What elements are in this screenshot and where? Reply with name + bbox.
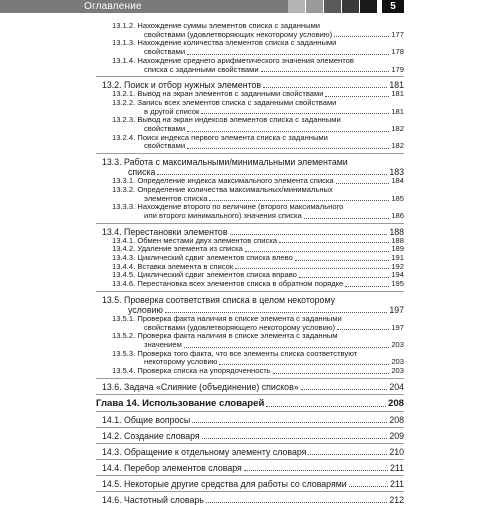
toc-entry-text: некоторому условию: [144, 357, 218, 367]
toc-entry-number: 13.3.3.: [112, 202, 136, 212]
toc-leader-dots: [295, 260, 390, 261]
toc-leader-dots: [187, 131, 389, 132]
toc-entry-text: Обмен местами двух элементов списка: [137, 235, 278, 245]
section-divider: [96, 153, 404, 154]
toc-entry-number: 13.4.3.: [112, 253, 136, 263]
toc-entry-number: 14.4.: [102, 462, 122, 473]
toc-entry-text: Перестановка всех элементов списка в обратном порядке: [137, 279, 344, 289]
toc-page-number: 182: [391, 141, 404, 151]
toc-leader-dots: [201, 113, 389, 114]
toc-entry-text: Вывод на экран элементов с заданными свойствами: [137, 89, 324, 99]
toc-entry-number: 13.2.4.: [112, 132, 136, 142]
toc-entry-text: свойствами: [144, 141, 186, 151]
toc-entry-text: Определение индекса максимального элемента списка: [137, 176, 334, 186]
toc-leader-dots: [219, 364, 389, 365]
toc-entry-text: Проверка соответствия списка в целом некоторому: [124, 294, 335, 305]
toc-entry-label: [112, 332, 404, 349]
toc-entry[interactable]: [96, 447, 404, 457]
page-number: 5: [382, 0, 404, 13]
toc-leader-dots: [261, 71, 390, 72]
toc-page-number: 186: [391, 210, 404, 220]
toc-entry[interactable]: [96, 295, 404, 315]
toc-entry[interactable]: [96, 157, 404, 177]
toc-leader-dots: [184, 347, 390, 348]
toc-entry-text: Удаление элемента из списка: [137, 244, 243, 254]
toc-entry-text: Нахождение среднего арифметического значения элементов: [137, 55, 354, 65]
toc-entry-text: Нахождение количества элементов списка с заданными: [137, 38, 337, 48]
toc-entry[interactable]: [96, 39, 404, 56]
toc-entry[interactable]: [96, 479, 404, 489]
toc-entry-number: 13.4.1.: [112, 235, 136, 245]
toc-entry-label: [112, 315, 404, 332]
section-divider: [96, 291, 404, 292]
toc-page-number: 181: [391, 106, 404, 116]
toc-entry-text: в другой список: [144, 106, 200, 116]
toc-entry-label: [112, 350, 404, 367]
toc-page-number: 210: [389, 446, 404, 457]
toc-entry-label: [112, 134, 404, 151]
toc-entry-text: Циклический сдвиг элементов списка влево: [137, 253, 293, 263]
toc-entry-label: [112, 367, 404, 376]
toc-entry-number: 13.5.2.: [112, 331, 136, 341]
toc-leader-dots: [349, 486, 388, 487]
toc-entry-number: 14.3.: [102, 446, 122, 457]
toc-entry-text: Проверка факта наличия в списке элемента с заданным: [137, 331, 338, 341]
toc-entry-number: 13.2.2.: [112, 97, 136, 107]
header-decor-blocks: [288, 0, 378, 13]
toc-entry-number: 13.4.2.: [112, 244, 136, 254]
toc-leader-dots: [337, 329, 389, 330]
toc-page-number: 203: [391, 357, 404, 367]
toc-entry-text: Общие вопросы: [124, 414, 191, 425]
toc-entry-number: 13.1.2.: [112, 21, 136, 30]
toc-entry-text: или второго минимального) значения списка: [144, 210, 302, 220]
toc-entry-text: Создание словаря: [124, 430, 200, 441]
toc-page-number: 204: [389, 381, 404, 392]
toc-leader-dots: [301, 389, 388, 390]
toc-entry-text: Определение количества максимальных/минимальных: [137, 184, 333, 194]
toc-entry[interactable]: [96, 431, 404, 441]
toc-entry-text: значением: [144, 339, 182, 349]
toc-entry-text: Поиск и отбор нужных элементов: [124, 80, 262, 91]
toc-page-number: 183: [389, 167, 404, 178]
toc-entry-text: условию: [128, 304, 164, 315]
toc-page-number: 179: [391, 64, 404, 74]
toc-entry-number: Глава 14.: [96, 397, 140, 409]
header-block: [288, 0, 305, 13]
toc-entry-text: элементов списка: [144, 193, 208, 203]
toc-page-number: 195: [391, 279, 404, 289]
toc-page-number: 203: [391, 366, 404, 376]
toc-leader-dots: [245, 251, 389, 252]
toc-entry-text: свойствами (удовлетворяющих некоторому условию): [144, 29, 333, 39]
toc-leader-dots: [299, 277, 389, 278]
toc-leader-dots: [273, 373, 390, 374]
toc-entry-label: [112, 280, 404, 289]
toc-leader-dots: [279, 242, 389, 243]
toc-page-number: 194: [391, 270, 404, 280]
toc-entry-text: Проверка факта наличия в списке элемента с заданными: [137, 313, 342, 323]
toc-entry-text: Вставка элемента в список: [137, 261, 234, 271]
toc-entry-text: Проверка того факта, что все элементы списка соответствуют: [137, 348, 358, 358]
toc-entry-text: Нахождение второго по величине (второго максимального: [137, 202, 344, 212]
section-divider: [96, 427, 404, 428]
toc-page-number: 203: [391, 339, 404, 349]
toc-entry-number: 13.5.3.: [112, 348, 136, 358]
toc-leader-dots: [187, 148, 389, 149]
toc-entry[interactable]: [96, 134, 404, 151]
toc-entry-number: 13.5.4.: [112, 366, 136, 376]
toc-entry-text: Вывод на экран индексов элементов списка с заданными: [137, 115, 341, 125]
section-divider: [96, 394, 404, 395]
toc-entry-label: [112, 57, 404, 74]
toc-page-number: 208: [387, 397, 404, 409]
toc-entry-label: [112, 39, 404, 56]
section-divider: [96, 459, 404, 460]
toc-entry-text: Циклический сдвиг элементов списка вправо: [137, 270, 297, 280]
toc-leader-dots: [304, 218, 390, 219]
header-block: [306, 0, 323, 13]
toc-entry-label: [112, 22, 404, 39]
toc-leader-dots: [336, 183, 390, 184]
toc-entry-number: 13.4.4.: [112, 261, 136, 271]
section-divider: [96, 76, 404, 77]
toc-entry[interactable]: [96, 22, 404, 39]
toc-entry-number: 13.1.4.: [112, 55, 136, 65]
toc-page-number: 188: [391, 235, 404, 245]
toc-leader-dots: [165, 312, 387, 313]
toc-entry-text: Перебор элементов словаря: [124, 462, 242, 473]
toc-leader-dots: [206, 502, 387, 503]
toc-entry[interactable]: [96, 463, 404, 473]
section-divider: [96, 378, 404, 379]
toc-page-number: 212: [389, 494, 404, 505]
toc-entry[interactable]: [96, 332, 404, 349]
toc-entry-label: [102, 479, 404, 489]
toc-entry-number: 14.6.: [102, 494, 122, 505]
toc-entry-label: [102, 415, 404, 425]
toc-page-number: 181: [391, 89, 404, 99]
toc-page-number: 182: [391, 124, 404, 134]
toc-leader-dots: [266, 406, 386, 407]
toc-leader-dots: [345, 286, 389, 287]
toc-entry-number: 13.3.2.: [112, 184, 136, 194]
toc-entry-number: 13.2.: [102, 80, 122, 91]
toc-entry-text: свойствами (удовлетворяющего некоторому условию): [144, 322, 336, 332]
toc-entry-number: 13.5.1.: [112, 313, 136, 323]
toc-entry[interactable]: [96, 280, 404, 289]
toc-leader-dots: [334, 36, 389, 37]
toc-page-number: 181: [389, 80, 404, 91]
toc-entry-number: 14.2.: [102, 430, 122, 441]
toc-page-number: 197: [391, 322, 404, 332]
toc-page-number: 184: [391, 176, 404, 186]
toc-entry-label: [112, 99, 404, 116]
toc-entry-text: Проверка списка на упорядоченность: [137, 366, 271, 376]
section-divider: [96, 475, 404, 476]
toc-entry-label: [112, 203, 404, 220]
toc-entry-text: Поиск индекса первого элемента списка с заданными: [137, 132, 328, 142]
toc-entry-text: Частотный словарь: [124, 494, 204, 505]
toc-leader-dots: [308, 454, 387, 455]
toc-entry[interactable]: [96, 116, 404, 133]
header-block: [324, 0, 341, 13]
toc-entry-text: Использование словарей: [142, 397, 265, 409]
toc-entry-number: 13.4.: [102, 226, 122, 237]
toc-entry[interactable]: [96, 415, 404, 425]
toc-leader-dots: [244, 470, 388, 471]
toc-entry[interactable]: [96, 382, 404, 392]
toc-entry-label: [102, 295, 404, 315]
toc-entry-text: Задача «Слияние (объединение) списков»: [124, 381, 299, 392]
toc-page-number: 178: [391, 47, 404, 57]
toc-entry[interactable]: [96, 186, 404, 203]
toc-entry-label: [102, 382, 404, 392]
toc-entry-number: 13.1.3.: [112, 38, 136, 48]
section-divider: [96, 443, 404, 444]
toc-leader-dots: [230, 234, 388, 235]
toc-entry[interactable]: [96, 57, 404, 74]
toc-entry-number: 13.2.1.: [112, 89, 136, 99]
section-divider: [96, 491, 404, 492]
toc-entry-number: 13.5.: [102, 294, 122, 305]
toc-page-number: 188: [389, 226, 404, 237]
toc-entry-label: [112, 116, 404, 133]
toc-entry-text: Некоторые другие средства для работы со словарями: [124, 478, 347, 489]
toc-page-number: 191: [391, 253, 404, 263]
toc-page-number: 211: [389, 462, 404, 473]
toc-entry[interactable]: [96, 350, 404, 367]
toc-page-number: 209: [389, 430, 404, 441]
toc-entry-text: Запись всех элементов списка с заданными свойствами: [137, 97, 337, 107]
header-block: [360, 0, 377, 13]
header-block: [342, 0, 359, 13]
section-divider: [96, 223, 404, 224]
toc-entry-number: 13.3.1.: [112, 176, 136, 186]
toc-page-number: 211: [389, 478, 404, 489]
toc-entry[interactable]: [96, 398, 404, 409]
toc-entry-number: 14.5.: [102, 478, 122, 489]
page-header: [0, 0, 500, 13]
toc-entry-text: списка: [128, 167, 156, 178]
toc-leader-dots: [325, 96, 389, 97]
toc-entry-text: Перестановки элементов: [124, 226, 228, 237]
toc-page-number: 208: [389, 414, 404, 425]
toc-page-number: 189: [391, 244, 404, 254]
toc-entry-label: [102, 431, 404, 441]
toc-entry-label: [102, 447, 404, 457]
toc-entry-number: 13.2.3.: [112, 115, 136, 125]
toc-leader-dots: [187, 54, 389, 55]
toc-entry-number: 13.4.6.: [112, 279, 136, 289]
table-of-contents: [96, 22, 404, 505]
toc-page-number: 192: [391, 261, 404, 271]
toc-entry-number: 13.4.5.: [112, 270, 136, 280]
toc-entry-label: [102, 157, 404, 177]
toc-entry-text: Работа с максимальными/минимальными элементами: [124, 157, 348, 168]
toc-entry-text: свойствами: [144, 124, 186, 134]
toc-leader-dots: [263, 87, 387, 88]
header-title: Оглавление: [84, 1, 142, 12]
toc-leader-dots: [202, 438, 388, 439]
toc-entry[interactable]: [96, 367, 404, 376]
toc-entry-number: 13.3.: [102, 157, 122, 168]
toc-entry-label: [112, 186, 404, 203]
toc-leader-dots: [235, 268, 389, 269]
toc-entry[interactable]: [96, 315, 404, 332]
toc-page-number: 177: [391, 29, 404, 39]
toc-leader-dots: [157, 174, 387, 175]
toc-leader-dots: [192, 422, 387, 423]
toc-entry-text: Нахождение суммы элементов списка с заданными: [137, 21, 321, 30]
toc-entry-text: свойствами: [144, 47, 186, 57]
toc-page-number: 185: [391, 193, 404, 203]
toc-entry-label: [102, 463, 404, 473]
section-divider: [96, 411, 404, 412]
toc-leader-dots: [209, 200, 389, 201]
toc-page-number: 197: [389, 304, 404, 315]
toc-entry-label: [96, 398, 404, 409]
toc-entry-number: 13.6.: [102, 381, 122, 392]
toc-entry-number: 14.1.: [102, 414, 122, 425]
toc-entry-text: Обращение к отдельному элементу словаря: [124, 446, 307, 457]
toc-entry[interactable]: [96, 203, 404, 220]
toc-entry-text: списка с заданными свойствами: [144, 64, 259, 74]
toc-entry[interactable]: [96, 99, 404, 116]
header-bar: [0, 0, 288, 13]
